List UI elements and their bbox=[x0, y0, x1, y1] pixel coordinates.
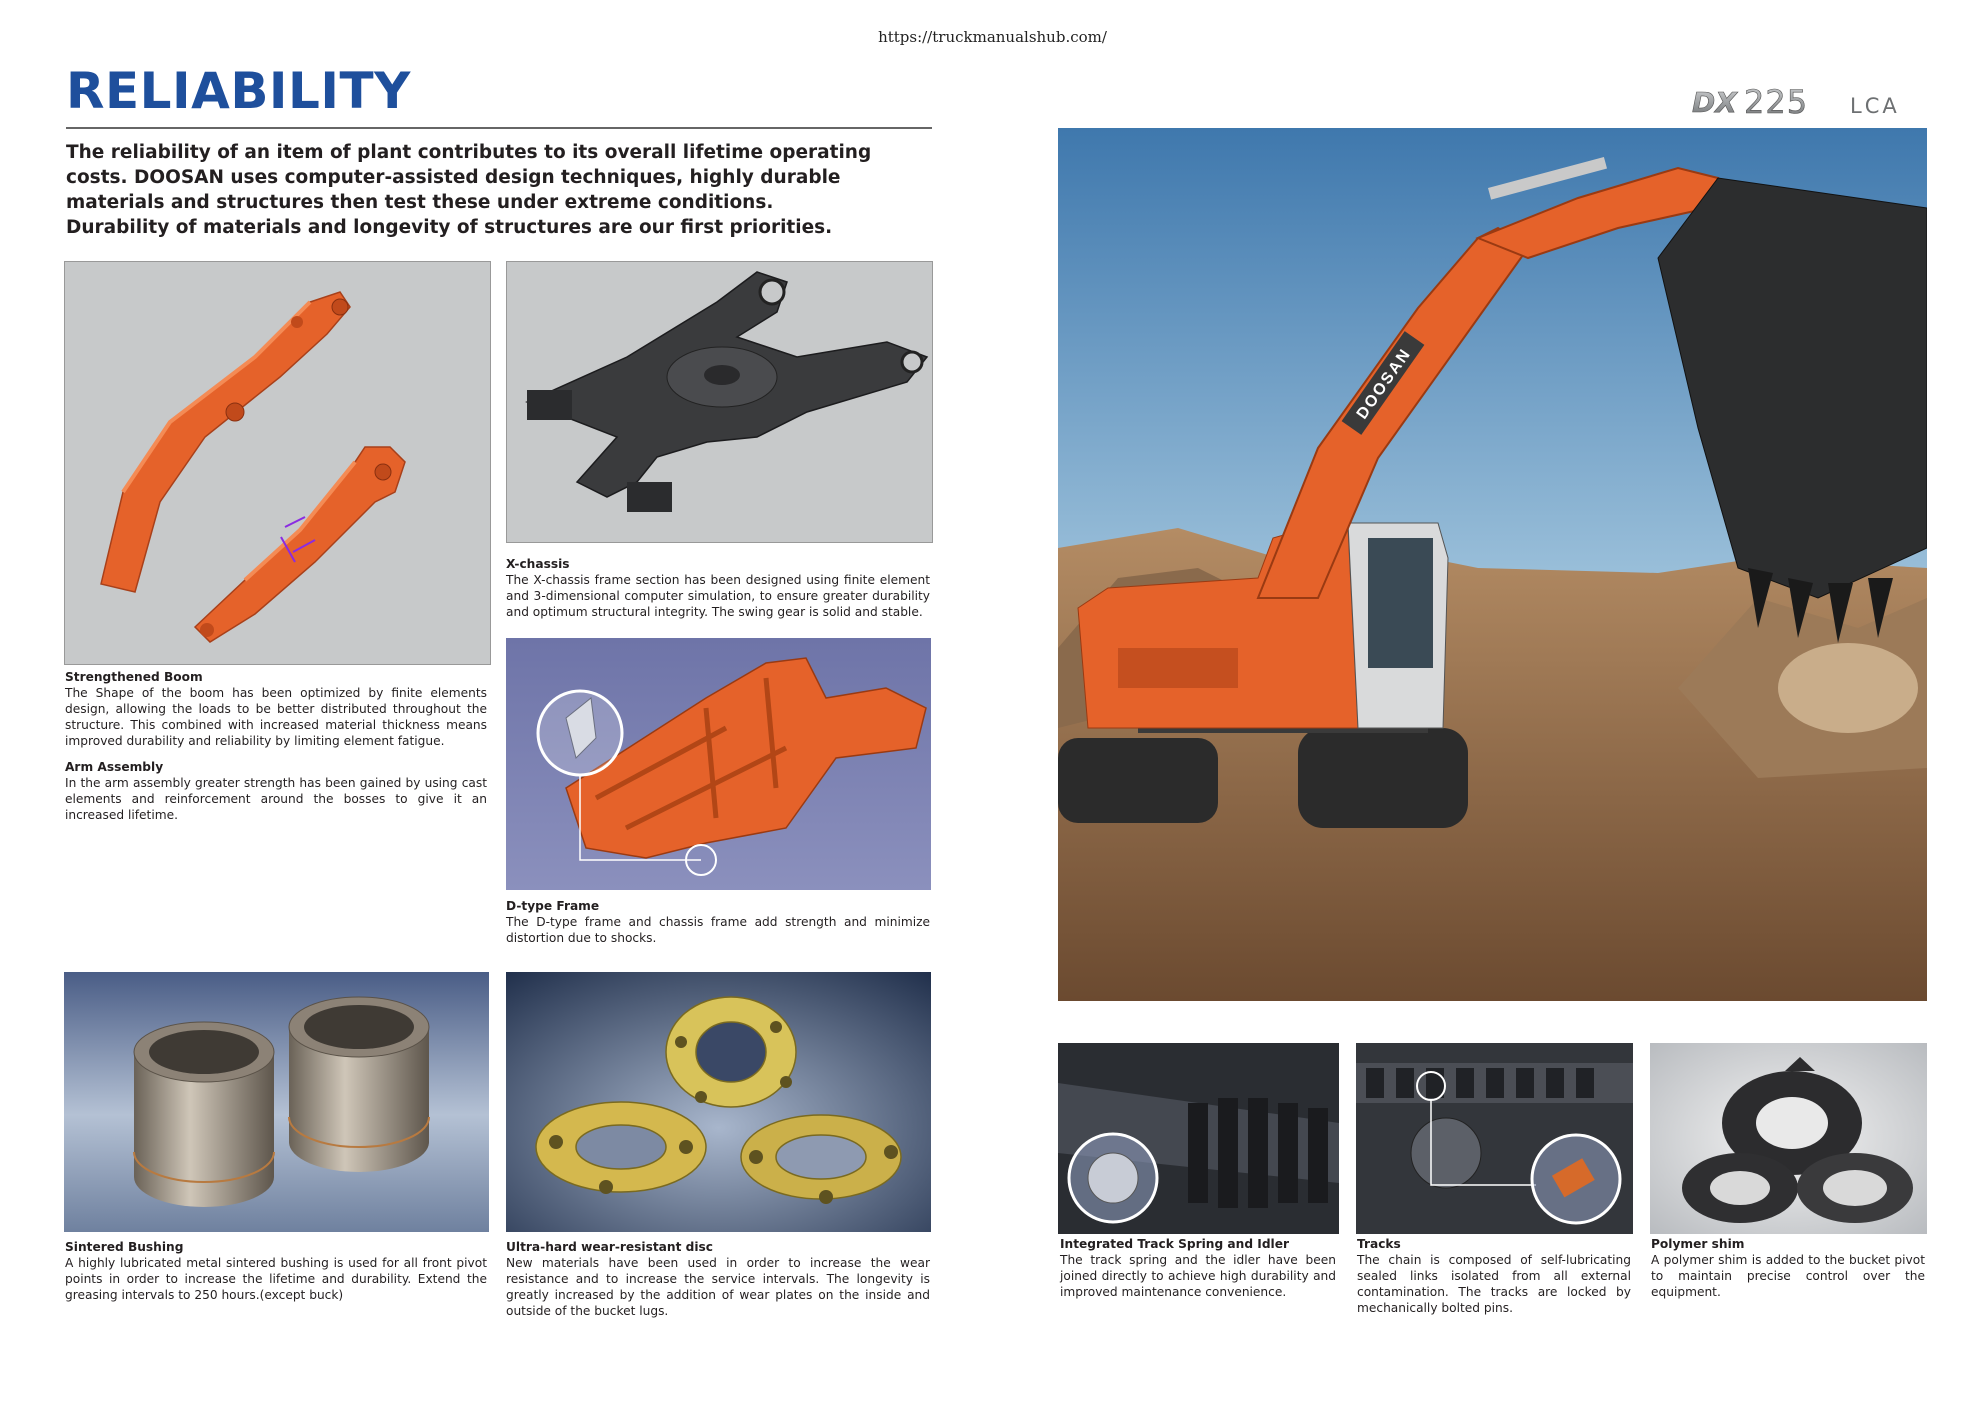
boom-cad-image bbox=[64, 261, 491, 665]
arm-heading: Arm Assembly bbox=[65, 760, 164, 774]
intro-line-1: The reliability of an item of plant contributes to its overall lifetime operating costs. DOOSAN uses computer-assisted design techniques, highly durable materials and structures then test these under extreme conditions. bbox=[66, 142, 872, 213]
idler-image bbox=[1058, 1043, 1339, 1234]
svg-text:225: 225 bbox=[1744, 84, 1809, 120]
d-frame-image bbox=[506, 638, 931, 890]
boom-text: The Shape of the boom has been optimized by finite elements design, allowing the loads to be better distributed throughout the structure. This combined with increased material thickness means improved durability and reliability by limiting element fatigue. bbox=[65, 686, 487, 748]
bushing-image bbox=[64, 972, 489, 1232]
bushing-text: A highly lubricated metal sintered bushing is used for all front pivot points in order to increase the lifetime and durability. Extend the greasing intervals to 250 hours.(except buck) bbox=[65, 1256, 487, 1302]
source-url: https://truckmanualshub.com/ bbox=[878, 28, 1107, 46]
tracks-caption bbox=[1357, 1236, 1631, 1316]
excavator-photo bbox=[1058, 128, 1927, 1001]
x-chassis-cad-image bbox=[506, 261, 933, 543]
tracks-image bbox=[1356, 1043, 1633, 1234]
intro-line-2: Durability of materials and longevity of structures are our first priorities. bbox=[66, 217, 833, 238]
svg-text:DX: DX bbox=[1692, 86, 1737, 119]
polymer-shim-text: A polymer shim is added to the bucket pivot to maintain precise control over the equipment. bbox=[1651, 1253, 1925, 1299]
x-chassis-text: The X-chassis frame section has been designed using finite element and 3-dimensional computer simulation, to ensure greater durability and optimum structural integrity. The swing gear is solid and stable. bbox=[506, 573, 930, 619]
d-frame-caption bbox=[506, 898, 930, 946]
disc-text: New materials have been used in order to increase the wear resistance and to increase the service intervals. The longevity is greatly increased by the addition of wear plates on the inside and outside of the bucket lugs. bbox=[506, 1256, 930, 1318]
svg-text:LCA: LCA bbox=[1850, 94, 1900, 118]
disc-image bbox=[506, 972, 931, 1232]
intro-text bbox=[66, 140, 932, 240]
boom-brand-text: DOOSAN bbox=[1353, 345, 1415, 423]
polymer-shim-image bbox=[1650, 1043, 1927, 1234]
page-title: RELIABILITY bbox=[66, 62, 411, 120]
model-logo bbox=[1690, 84, 1925, 120]
idler-caption bbox=[1060, 1236, 1336, 1300]
bushing-heading: Sintered Bushing bbox=[65, 1240, 184, 1254]
polymer-shim-caption bbox=[1651, 1236, 1925, 1300]
tracks-text: The chain is composed of self-lubricating sealed links isolated from all external contamination. The tracks are locked by mechanically bolted pins. bbox=[1357, 1253, 1631, 1315]
x-chassis-caption bbox=[506, 556, 930, 620]
arm-text: In the arm assembly greater strength has been gained by using cast elements and reinforcement around the bosses to give it an increased lifetime. bbox=[65, 776, 487, 822]
d-frame-text: The D-type frame and chassis frame add strength and minimize distortion due to shocks. bbox=[506, 915, 930, 945]
disc-caption bbox=[506, 1239, 930, 1319]
idler-text: The track spring and the idler have been joined directly to achieve high durability and improved maintenance convenience. bbox=[1060, 1253, 1336, 1299]
idler-heading: Integrated Track Spring and Idler bbox=[1060, 1237, 1290, 1251]
boom-caption bbox=[65, 669, 487, 823]
title-divider bbox=[66, 127, 932, 129]
polymer-shim-heading: Polymer shim bbox=[1651, 1237, 1745, 1251]
disc-heading: Ultra-hard wear-resistant disc bbox=[506, 1240, 714, 1254]
tracks-heading: Tracks bbox=[1357, 1237, 1401, 1251]
x-chassis-heading: X-chassis bbox=[506, 557, 570, 571]
d-frame-heading: D-type Frame bbox=[506, 899, 600, 913]
boom-heading: Strengthened Boom bbox=[65, 670, 203, 684]
bushing-caption bbox=[65, 1239, 487, 1303]
